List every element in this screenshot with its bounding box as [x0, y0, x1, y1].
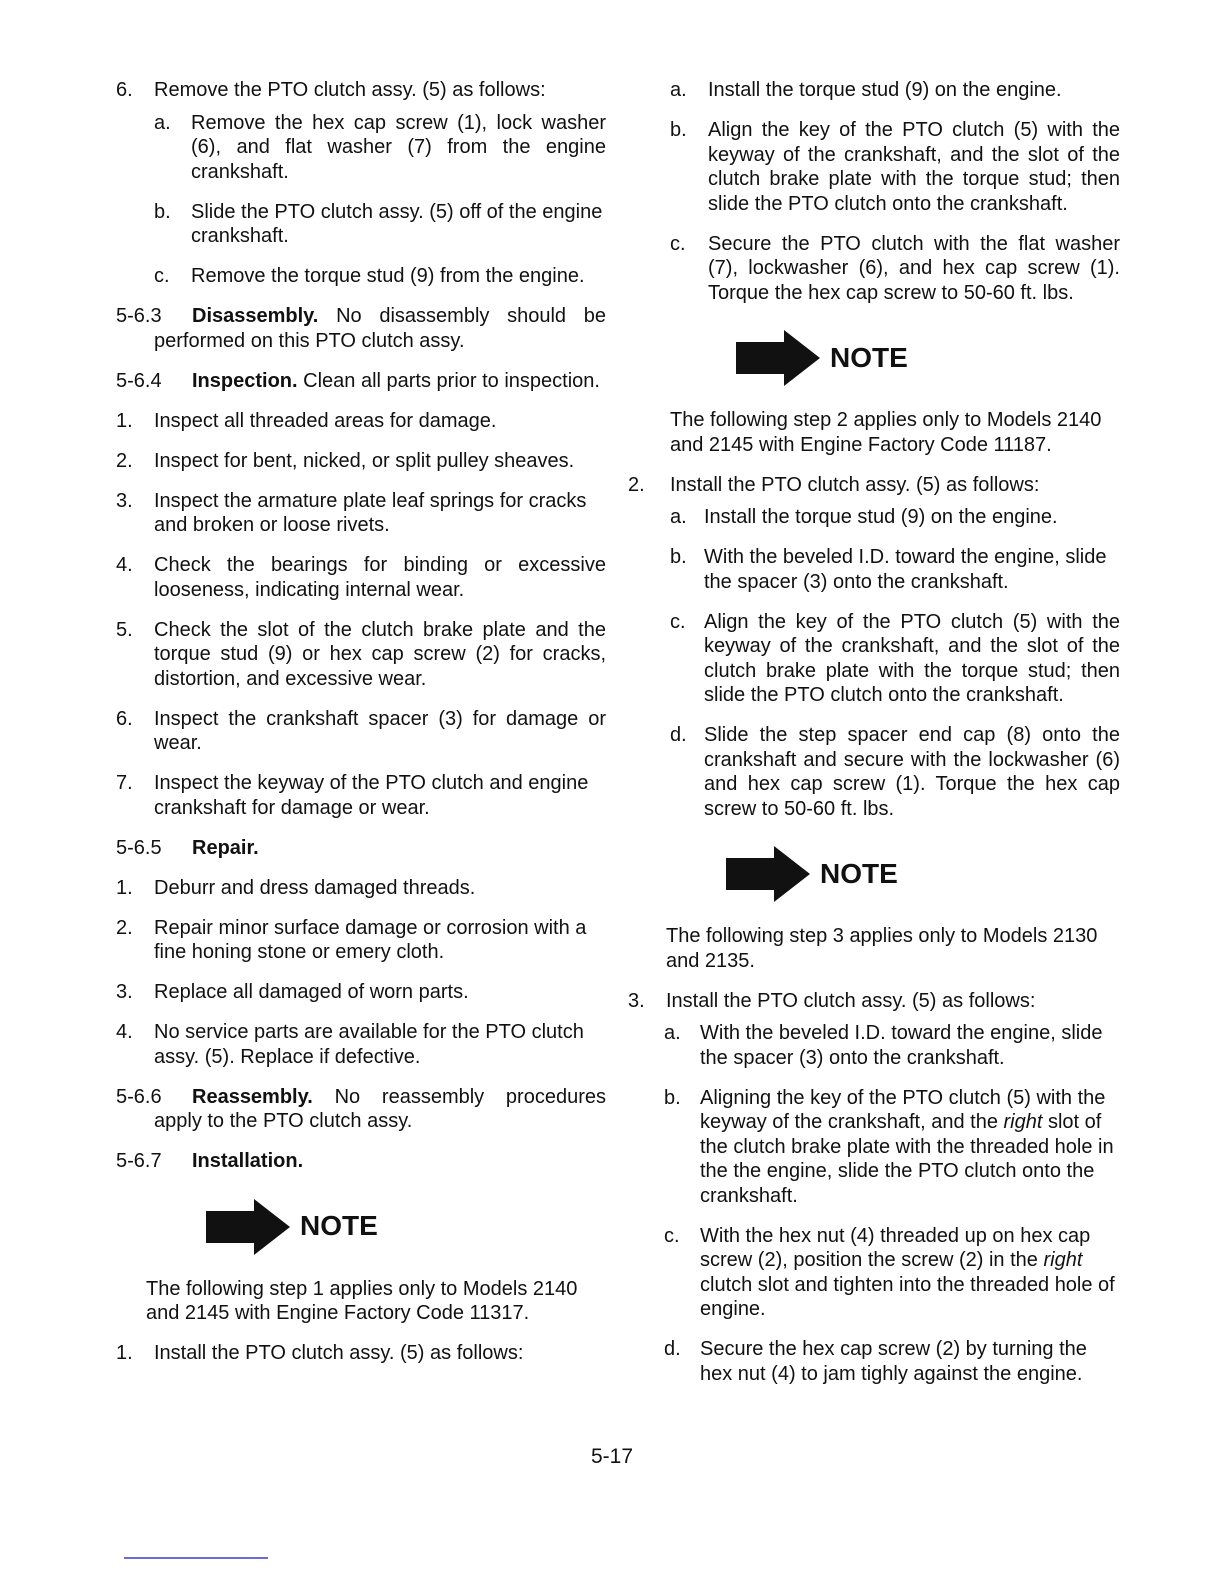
substep-text: With the beveled I.D. toward the engine, slide the spacer (3) onto the crankshaft. [700, 1022, 1103, 1069]
substep-text: Aligning the key of the PTO clutch (5) with the keyway of the crankshaft, and the [700, 1086, 1106, 1133]
inspection-item [116, 618, 606, 692]
substep-text: slot of the clutch brake plate with the threaded hole in the the engine, slide the PTO clutch onto the crankshaft. [700, 1111, 1114, 1207]
install1-substep-a [628, 78, 1120, 103]
install2-substep-a [628, 505, 1120, 530]
item-text: Repair minor surface damage or corrosion with a fine honing stone or emery cloth. [154, 916, 587, 963]
note-heading [206, 1199, 606, 1255]
item-number: 1. [116, 409, 133, 432]
item-text: Inspect for bent, nicked, or split pulley sheaves. [154, 449, 575, 472]
substep-letter: d. [670, 724, 687, 746]
section-text: Clean all parts prior to inspection. [303, 369, 600, 392]
step-text: Install the PTO clutch assy. (5) as follows: [670, 473, 1040, 496]
inspection-item [116, 707, 606, 756]
step-number: 3. [628, 989, 645, 1012]
note-body: The following step 2 applies only to Models 2140 and 2145 with Engine Factory Code 11187. [670, 409, 1102, 456]
substep-text: Align the key of the PTO clutch (5) with the keyway of the crankshaft, and the slot of the clutch brake plate with the torque stud; then slide the PTO clutch onto the crankshaft. [704, 610, 1120, 706]
note-body: The following step 3 applies only to Models 2130 and 2135. [666, 925, 1098, 972]
section-title: Installation. [192, 1150, 304, 1172]
removal-step-6 [116, 78, 606, 103]
item-text: Check the bearings for binding or excessive looseness, indicating internal wear. [154, 554, 606, 601]
repair-item [116, 980, 606, 1005]
section-installation [116, 1149, 606, 1174]
page-number: 5-17 [590, 1445, 634, 1468]
item-text: Deburr and dress damaged threads. [154, 876, 476, 899]
emphasis-text: right [1003, 1111, 1043, 1133]
install2-substep-d [628, 723, 1120, 821]
inspection-item [116, 553, 606, 602]
arrow-right-icon [726, 846, 810, 902]
substep-letter: d. [664, 1338, 681, 1360]
substep-letter: a. [670, 506, 687, 528]
section-number: 5-6.3 [116, 305, 162, 327]
substep-letter: c. [670, 610, 686, 633]
step-text: Install the PTO clutch assy. (5) as follows: [666, 989, 1036, 1012]
step-text: Install the PTO clutch assy. (5) as follows: [154, 1342, 524, 1364]
substep-text: Secure the PTO clutch with the flat washer (7), lockwasher (6), and hex cap screw (1). Torque the hex cap screw to 50-60 ft. lbs. [708, 232, 1120, 304]
install-step-1 [116, 1341, 606, 1366]
item-number: 1. [116, 876, 133, 899]
item-number: 2. [116, 449, 133, 472]
removal-substep-c [116, 264, 606, 289]
item-number: 7. [116, 772, 133, 794]
inspection-item [116, 489, 606, 538]
section-number: 5-6.4 [116, 369, 162, 392]
item-number: 4. [116, 554, 133, 576]
install-step-2 [628, 473, 1120, 498]
substep-text: Align the key of the PTO clutch (5) with the keyway of the crankshaft, and the slot of the clutch brake plate with the torque stud; then slide the PTO clutch onto the crankshaft. [708, 119, 1120, 215]
step-number: 2. [628, 473, 645, 496]
item-text: Check the slot of the clutch brake plate and the torque stud (9) or hex cap screw (2) for cracks, distortion, and excessive wear. [154, 618, 606, 690]
right-column [628, 78, 1120, 1402]
inspection-item [116, 449, 606, 474]
substep-letter: c. [670, 232, 686, 255]
install3-substep-d [628, 1337, 1120, 1386]
repair-item [116, 876, 606, 901]
item-text: Inspect the armature plate leaf springs for cracks and broken or loose rivets. [154, 489, 587, 536]
substep-letter: a. [670, 79, 687, 101]
section-title: Repair. [192, 836, 259, 859]
substep-text: Install the torque stud (9) on the engine. [708, 79, 1062, 101]
item-text: Replace all damaged of worn parts. [154, 981, 469, 1003]
substep-text: clutch slot and tighten into the threaded hole of engine. [700, 1273, 1115, 1320]
install1-substep-b [628, 118, 1120, 216]
inspection-item [116, 771, 606, 820]
removal-substep-a [116, 111, 606, 185]
note-body: The following step 1 applies only to Models 2140 and 2145 with Engine Factory Code 11317. [146, 1277, 578, 1324]
note-label: NOTE [830, 341, 908, 373]
section-title: Inspection. [192, 369, 298, 392]
substep-letter: c. [664, 1224, 680, 1247]
note-heading [736, 330, 1120, 386]
item-text: Inspect all threaded areas for damage. [154, 409, 497, 432]
item-number: 4. [116, 1021, 133, 1043]
substep-text: Remove the hex cap screw (1), lock washer (6), and flat washer (7) from the engine crankshaft. [191, 111, 606, 183]
substep-letter: a. [154, 111, 171, 134]
substep-text: Secure the hex cap screw (2) by turning the hex nut (4) to jam tighly against the engine. [700, 1338, 1087, 1385]
note-heading [726, 846, 1120, 902]
substep-letter: b. [670, 546, 687, 568]
removal-substep-b [116, 200, 606, 249]
substep-letter: a. [664, 1022, 681, 1044]
install3-substep-a [628, 1021, 1120, 1070]
arrow-right-icon [206, 1199, 290, 1255]
item-number: 5. [116, 618, 133, 641]
item-text: Inspect the keyway of the PTO clutch and engine crankshaft for damage or wear. [154, 772, 589, 819]
step-number: 1. [116, 1342, 133, 1364]
item-number: 3. [116, 981, 133, 1003]
item-text: Inspect the crankshaft spacer (3) for damage or wear. [154, 707, 606, 754]
inspection-item [116, 409, 606, 434]
substep-text: With the hex nut (4) threaded up on hex cap screw (2), position the screw (2) in the [700, 1224, 1091, 1271]
substep-text: Slide the PTO clutch assy. (5) off of the engine crankshaft. [191, 200, 603, 247]
footer-rule [124, 1557, 268, 1559]
install2-substep-b [628, 545, 1120, 594]
item-text: No service parts are available for the PTO clutch assy. (5). Replace if defective. [154, 1021, 584, 1068]
section-number: 5-6.6 [116, 1085, 162, 1108]
substep-letter: b. [664, 1086, 681, 1109]
section-text: No disassembly should be performed on this PTO clutch assy. [154, 305, 606, 352]
section-repair [116, 836, 606, 861]
substep-letter: c. [154, 265, 170, 287]
section-number: 5-6.5 [116, 836, 162, 859]
note-text [628, 408, 1120, 457]
section-reassembly [116, 1085, 606, 1134]
emphasis-text: right [1043, 1249, 1083, 1271]
section-title: Disassembly. [192, 305, 319, 327]
note-text [628, 924, 1120, 973]
substep-letter: b. [154, 200, 171, 223]
item-number: 6. [116, 707, 133, 730]
section-inspection [116, 369, 606, 394]
substep-text: Install the torque stud (9) on the engine. [704, 506, 1058, 528]
left-column [116, 78, 606, 1381]
install-step-3 [628, 989, 1120, 1014]
item-number: 3. [116, 489, 133, 512]
install3-substep-c [628, 1224, 1120, 1322]
note-label: NOTE [820, 857, 898, 889]
substep-text: With the beveled I.D. toward the engine, slide the spacer (3) onto the crankshaft. [704, 546, 1107, 593]
repair-item [116, 1020, 606, 1069]
substep-letter: b. [670, 119, 687, 141]
item-number: 2. [116, 916, 133, 939]
section-number: 5-6.7 [116, 1150, 162, 1172]
note-text [116, 1277, 606, 1326]
section-disassembly [116, 304, 606, 353]
repair-item [116, 916, 606, 965]
note-label: NOTE [300, 1210, 378, 1242]
section-text: No reassembly procedures apply to the PTO clutch assy. [154, 1085, 606, 1132]
substep-text: Remove the torque stud (9) from the engine. [191, 265, 585, 287]
section-title: Reassembly. [192, 1085, 313, 1108]
step-number: 6. [116, 79, 133, 101]
install1-substep-c [628, 232, 1120, 306]
install3-substep-b [628, 1086, 1120, 1209]
step-text: Remove the PTO clutch assy. (5) as follows: [154, 79, 546, 101]
substep-text: Slide the step spacer end cap (8) onto the crankshaft and secure with the lockwasher (6) and hex cap screw (1). Torque the hex cap screw to 50-60 ft. lbs. [704, 724, 1120, 820]
arrow-right-icon [736, 330, 820, 386]
install2-substep-c [628, 610, 1120, 708]
